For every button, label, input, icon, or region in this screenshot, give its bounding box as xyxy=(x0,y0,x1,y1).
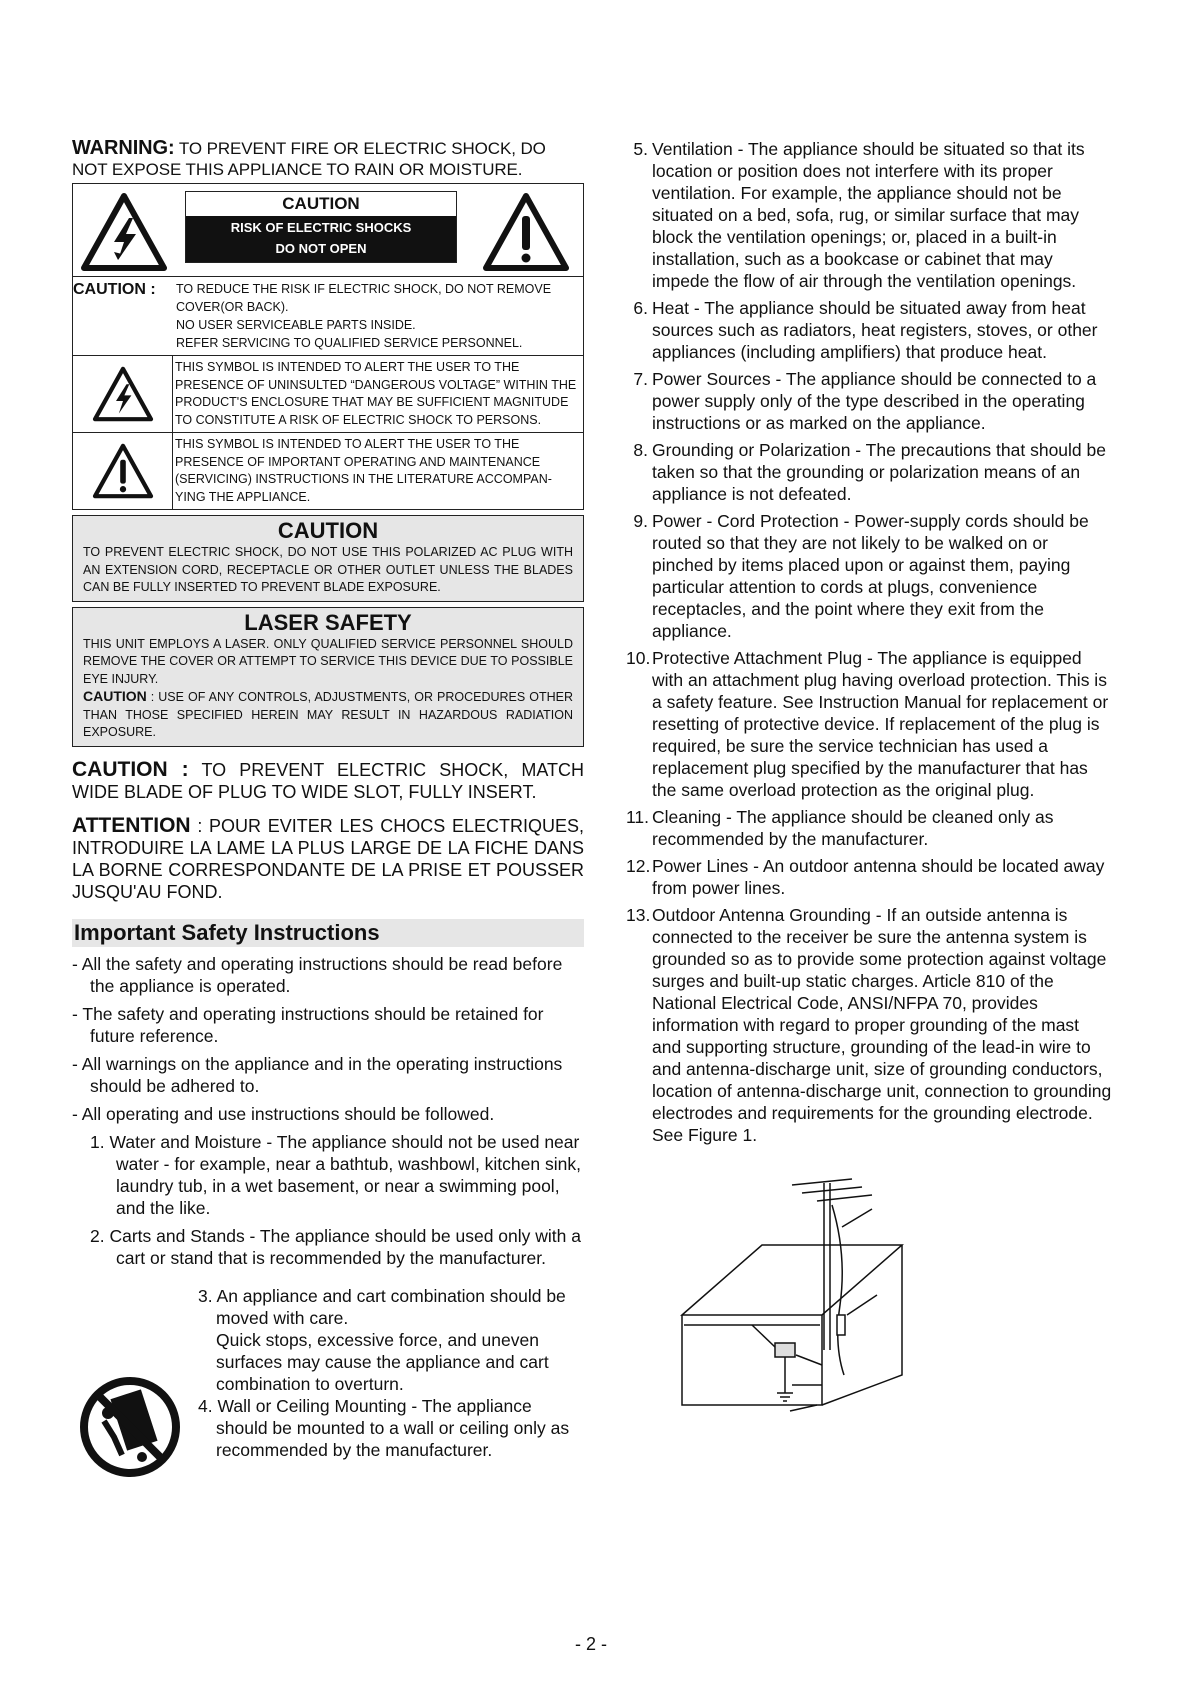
laser-caution xyxy=(83,688,573,742)
item-text: Power Sources - The appliance should be connected to a power supply only of the type described in the operating instructions or as marked on the appliance. xyxy=(652,369,1097,433)
item-number: 6. xyxy=(633,298,648,318)
caution-box-title: CAUTION xyxy=(277,518,379,543)
symbol-cell xyxy=(73,433,173,509)
exclamation-triangle-icon xyxy=(92,443,154,499)
caution-head-line: TO REDUCE THE RISK IF ELECTRIC SHOCK, DO NOT REMOVE COVER(OR BACK). xyxy=(176,282,552,314)
item-text: Wall or Ceiling Mounting - The appliance should be mounted to a wall or ceiling only as recommended by the manufacturer. xyxy=(216,1395,570,1460)
laser-caution-label: CAUTION xyxy=(83,688,147,704)
laser-safety-text: THIS UNIT EMPLOYS A LASER. ONLY QUALIFIED SERVICE PERSONNEL SHOULD REMOVE THE COVER OR ATTEMPT TO SERVICE THIS DEVICE DUE TO POSSIBLE EYE INJURY. xyxy=(83,636,573,686)
item-text: Water and Moisture - The appliance should not be used near water - for example, near a bathtub, washbowl, kitchen sink, laundry tub, in a wet basement, or near a swimming pool, and the like. xyxy=(109,1131,581,1218)
caution-box xyxy=(72,183,584,510)
antenna-grounding-figure xyxy=(672,1175,972,1425)
item-extra-text: Quick stops, excessive force, and uneven surfaces may cause the appliance and cart combination to overturn. xyxy=(216,1329,549,1394)
caution-label-black xyxy=(186,216,456,262)
attention-text: : POUR EVITER LES CHOCS ELECTRIQUES, INTRODUIRE LA LAME LA PLUS LARGE DE LA FICHE DANS LA BORNE CORRESPONDANTE DE LA PRISE ET POUSSER JUSQU'AU FOND. xyxy=(72,815,584,902)
symbol-exclamation-text: THIS SYMBOL IS INTENDED TO ALERT THE USER TO THE PRESENCE OF IMPORTANT OPERATING AND MAINTENANCE (SERVICING) INSTRUCTIONS IN THE LITERATURE ACCOMPAN- YING THE APPLIANCE. xyxy=(172,433,583,509)
item-number: 9. xyxy=(633,511,648,531)
dash-item: - All warnings on the appliance and in the operating instructions should be adhered to. xyxy=(72,1053,563,1096)
caution-box-text: TO PREVENT ELECTRIC SHOCK, DO NOT USE THIS POLARIZED AC PLUG WITH AN EXTENSION CORD, RECEPTACLE OR OTHER OUTLET UNLESS THE BLADES CAN BE FULLY INSERTED TO PREVENT BLADE EXPOSURE. xyxy=(83,545,573,594)
item-text: Outdoor Antenna Grounding - If an outside antenna is connected to the receiver be sure the antenna system is grounded so as to provide some protection against voltage surges and built-up static charges. Article 810 of the National Electrical Code, ANSI/NFPA 70, provides information with regard to proper grounding of the mast and supporting structure, grounding of the lead-in wire to and antenna-discharge unit, size of grounding conductors, location of antenna-discharge unit, connection to grounding electrodes and requirements for the grounding electrode. See Figure 1. xyxy=(652,905,1112,1145)
item-number: 12. xyxy=(626,856,651,876)
caution-head-row xyxy=(73,277,583,356)
caution-label-line2: DO NOT OPEN xyxy=(275,241,367,256)
symbol-cell xyxy=(73,356,173,432)
numbered-item xyxy=(626,138,1112,292)
cart-section xyxy=(72,1285,584,1495)
lightning-triangle-icon xyxy=(92,366,154,422)
symbol-voltage-text: THIS SYMBOL IS INTENDED TO ALERT THE USER TO THE PRESENCE OF UNINSULTED “DANGEROUS VOLTAGE” WITHIN THE PRODUCT'S ENCLOSURE THAT MAY BE SUFFICIENT MAGNITUDE TO CONSTITUTE A RISK OF ELECTRIC SHOCK TO PERSONS. xyxy=(172,356,583,432)
laser-caution-text: : USE OF ANY CONTROLS, ADJUSTMENTS, OR PROCEDURES OTHER THAN THOSE SPECIFIED HEREIN MAY RESULT IN HAZARDOUS RADIATION EXPOSURE. xyxy=(83,690,573,739)
item-number: 1. xyxy=(90,1131,105,1152)
laser-safety-title: LASER SAFETY xyxy=(244,609,412,635)
warning-heading: WARNING: xyxy=(72,137,175,159)
numbered-item xyxy=(626,368,1112,434)
item-text: An appliance and cart combination should be moved with care. xyxy=(216,1285,566,1328)
item-number: 3. xyxy=(198,1285,213,1306)
item-text: Heat - The appliance should be situated away from heat sources such as radiators, heat registers, stoves, or other appliances (including amplifiers) that produce heat. xyxy=(652,298,1098,362)
caution-label xyxy=(185,191,457,263)
cart-tipover-warning-icon xyxy=(78,1375,182,1479)
numbered-item xyxy=(626,510,1112,642)
caution-plug-box xyxy=(72,515,584,602)
caution-label-title: CAUTION xyxy=(186,192,456,216)
numbered-item xyxy=(626,855,1112,899)
caution-label-row xyxy=(73,184,583,277)
caution-plug-text: TO PREVENT ELECTRIC SHOCK, MATCH WIDE BLADE OF PLUG TO WIDE SLOT, FULLY INSERT. xyxy=(72,759,584,802)
laser-safety-box xyxy=(72,607,584,747)
numbered-item xyxy=(198,1285,586,1329)
item-number: 4. xyxy=(198,1395,213,1416)
item-text: Protective Attachment Plug - The appliance is equipped with an attachment plug having overload protection. This is a safety feature. See Instruction Manual for replacement or resetting of protective device. If replacement of the plug is required, be sure the service technician has used a replacement plug specified by the manufacturer that has the same overload protection as the original plug. xyxy=(652,648,1109,800)
symbol-row-exclamation xyxy=(73,433,583,509)
caution-head-line: NO USER SERVICEABLE PARTS INSIDE. xyxy=(176,318,416,332)
numbered-item xyxy=(72,1131,584,1219)
exclamation-triangle-icon xyxy=(483,192,569,272)
dash-item: - The safety and operating instructions should be retained for future reference. xyxy=(72,1003,544,1046)
attention-paragraph xyxy=(72,815,584,903)
item-text: Grounding or Polarization - The precautions that should be taken so that the grounding or polarization means of an appliance is not defeated. xyxy=(652,440,1106,504)
warning-text xyxy=(72,138,584,180)
caution-head-text xyxy=(172,280,583,352)
item-number: 10. xyxy=(626,648,651,668)
important-safety-title: Important Safety Instructions xyxy=(72,919,584,947)
item-number: 13. xyxy=(626,905,651,925)
item-text: Cleaning - The appliance should be cleaned only as recommended by the manufacturer. xyxy=(652,807,1054,849)
dash-item: - All operating and use instructions should be followed. xyxy=(72,1103,495,1124)
caution-plug-paragraph xyxy=(72,759,584,803)
caution-plug-label: CAUTION : xyxy=(72,757,189,781)
numbered-item xyxy=(626,439,1112,505)
item-number: 5. xyxy=(633,139,648,159)
page-number: - 2 - xyxy=(575,1634,608,1654)
numbered-item xyxy=(626,647,1112,801)
caution-head-label: CAUTION : xyxy=(73,281,156,298)
warning-body: TO PREVENT FIRE OR ELECTRIC SHOCK, DO NOT EXPOSE THIS APPLIANCE TO RAIN OR MOISTURE. xyxy=(72,139,546,179)
caution-head-line: REFER SERVICING TO QUALIFIED SERVICE PERSONNEL. xyxy=(176,336,523,350)
numbered-item xyxy=(72,1225,584,1269)
attention-label: ATTENTION xyxy=(72,813,191,837)
item-number: 2. xyxy=(90,1225,105,1246)
numbered-item xyxy=(626,297,1112,363)
left-column xyxy=(72,138,584,1495)
dash-item: - All the safety and operating instructions should be read before the appliance is operated. xyxy=(72,953,563,996)
numbered-item xyxy=(198,1395,586,1461)
item-text: Power Lines - An outdoor antenna should be located away from power lines. xyxy=(652,856,1105,898)
numbered-item xyxy=(626,806,1112,850)
caution-label-line1: RISK OF ELECTRIC SHOCKS xyxy=(230,220,412,235)
right-column xyxy=(626,138,1112,1430)
item-text: Carts and Stands - The appliance should be used only with a cart or stand that is recommended by the manufacturer. xyxy=(109,1225,581,1268)
item-text: Power - Cord Protection - Power-supply cords should be routed so that they are not likely to be walked on or pinched by items placed upon or against them, paying particular attention to cords at plugs, convenience receptacles, and the point where they exit from the appliance. xyxy=(652,511,1089,641)
item-number: 8. xyxy=(633,440,648,460)
symbol-row-voltage xyxy=(73,356,583,433)
lightning-triangle-icon xyxy=(81,192,167,272)
cart-items xyxy=(198,1285,586,1461)
numbered-item xyxy=(626,904,1112,1146)
item-text: Ventilation - The appliance should be situated so that its location or position does not interfere with its proper ventilation. For example, the appliance should not be situated on a bed, sofa, rug, or similar surface that may block the ventilation openings; or, placed in a built-in installation, such as a bookcase or cabinet that may impede the flow of air through the ventilation openings. xyxy=(652,139,1085,291)
item-number: 11. xyxy=(626,807,650,827)
item-number: 7. xyxy=(633,369,648,389)
